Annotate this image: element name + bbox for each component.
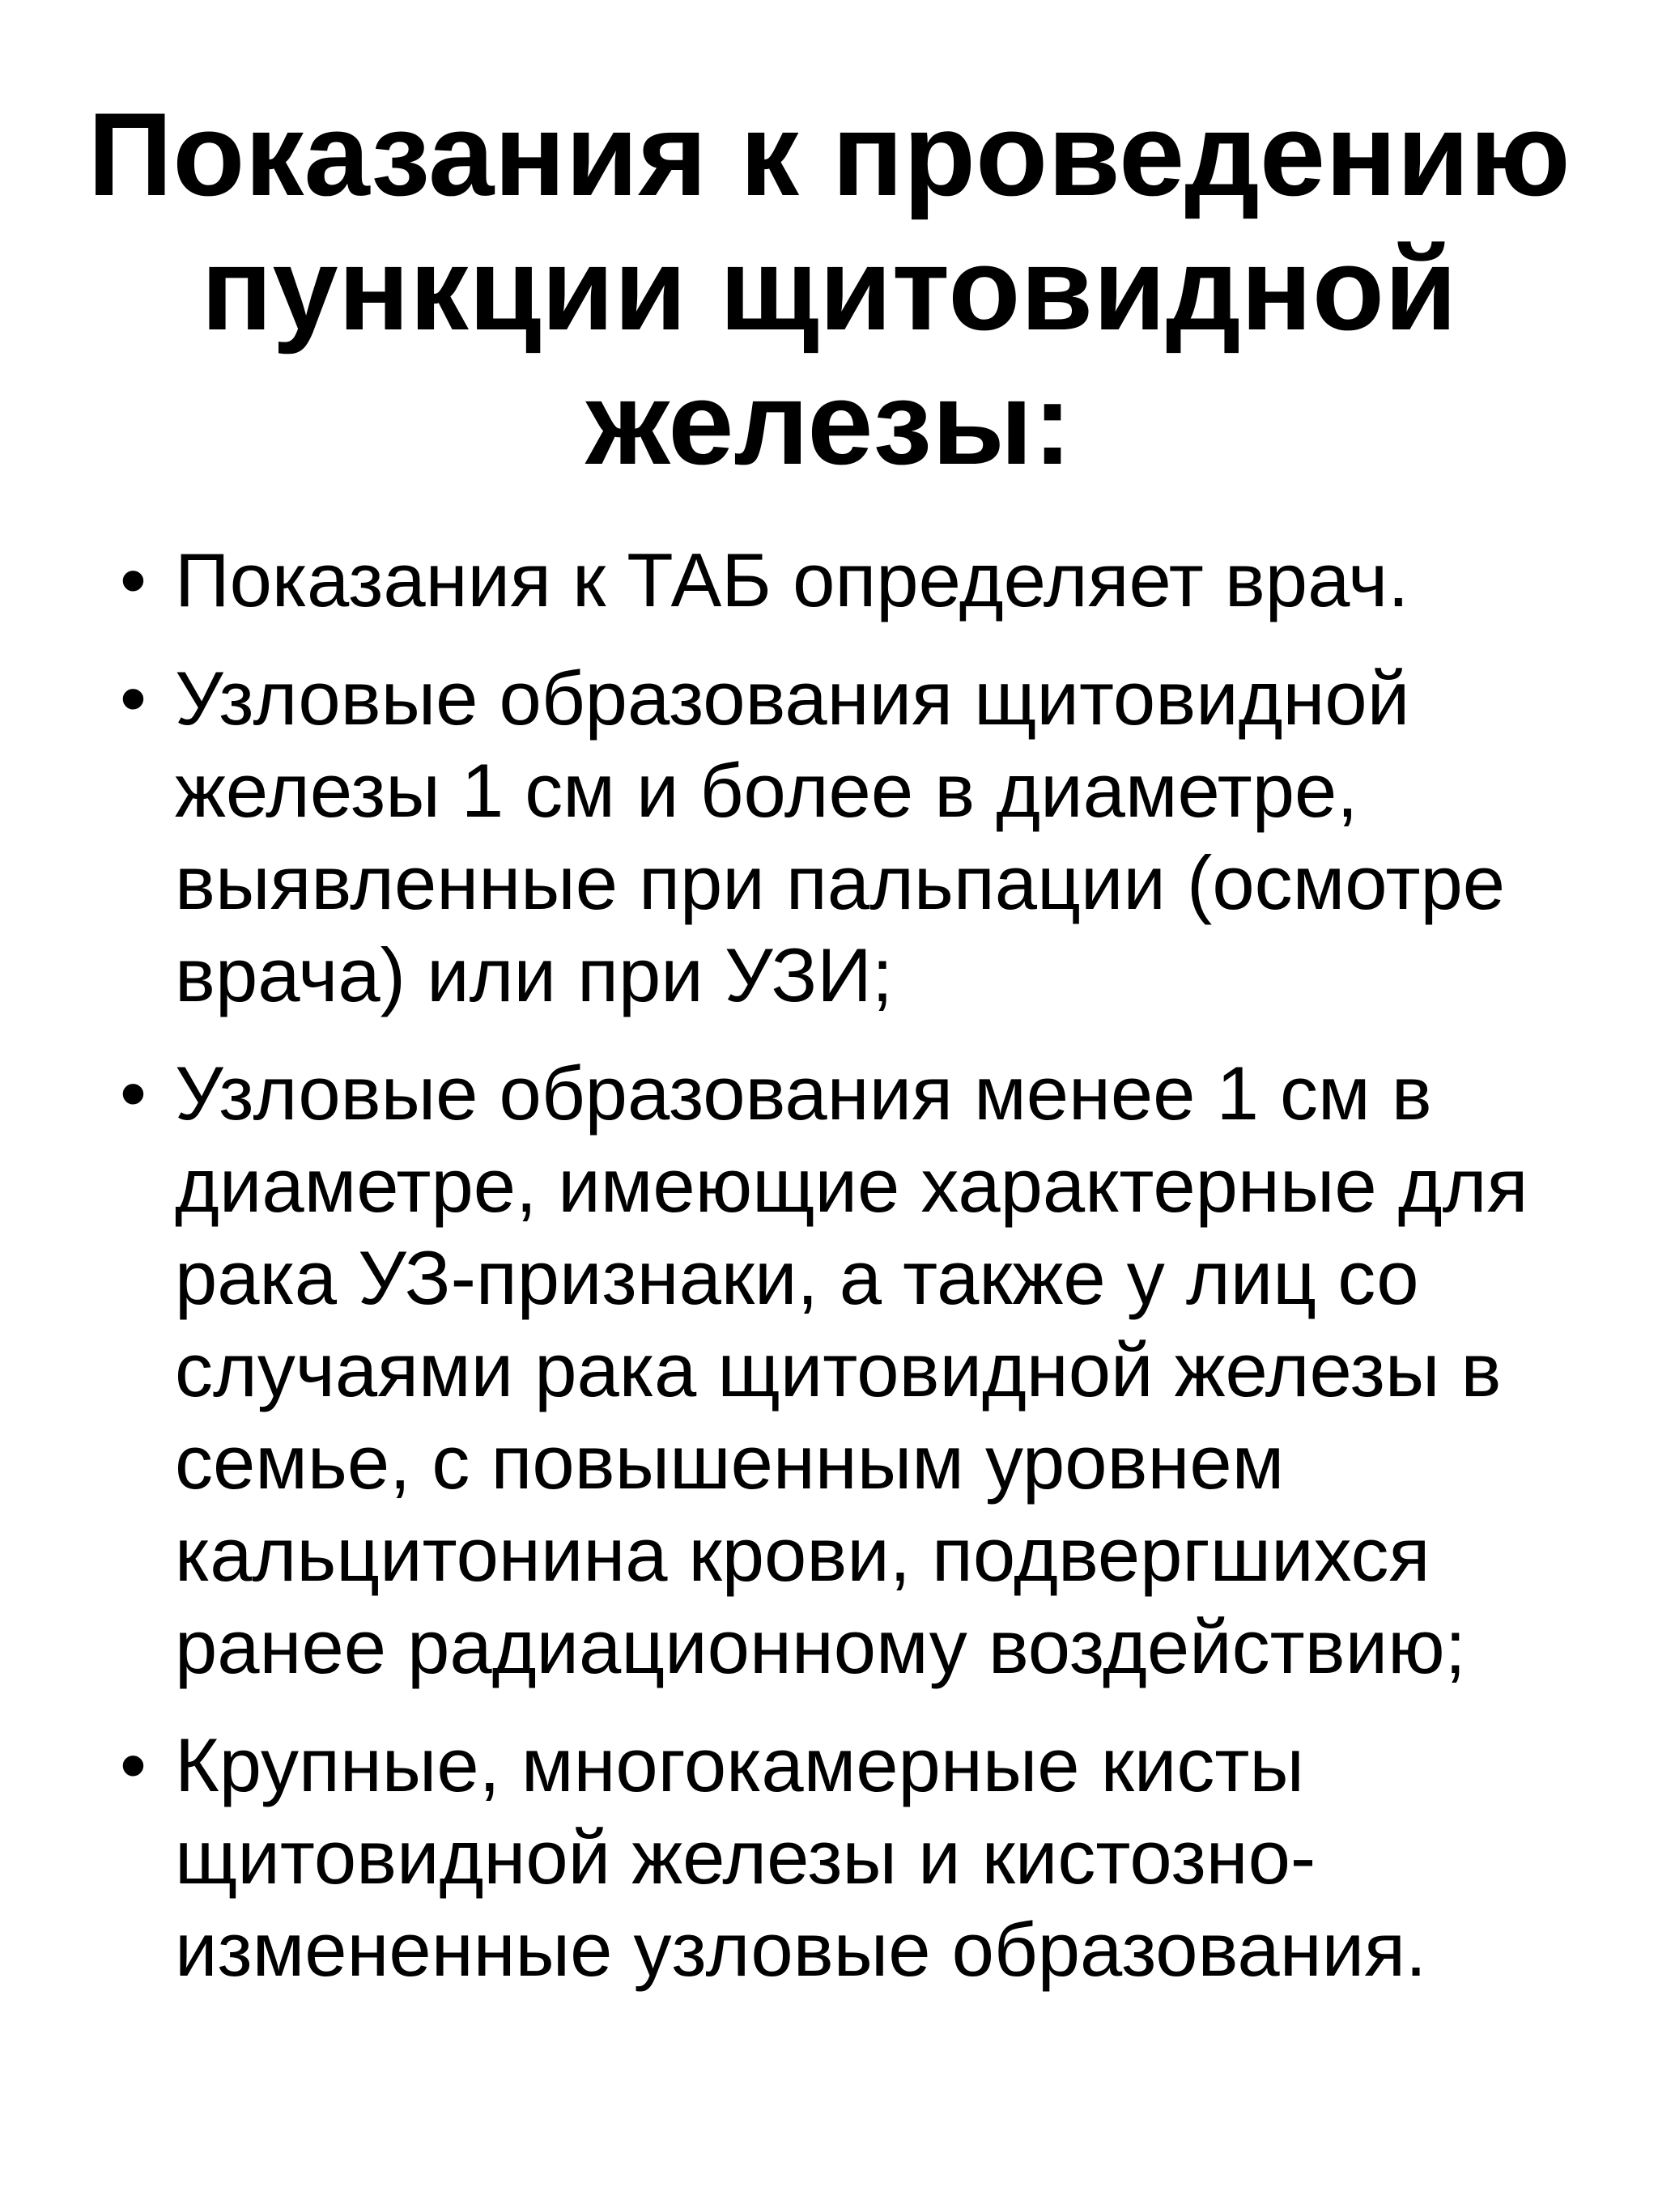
bullet-text-line: врача) или при УЗИ;: [175, 932, 893, 1017]
bullet-text-line: Узловые образования щитовидной: [175, 656, 1410, 741]
bullet-text-line: ранее радиационному воздействию;: [175, 1604, 1466, 1689]
bullet-item: [120, 534, 1642, 626]
bullet-text-line: случаями рака щитовидной железы в: [175, 1327, 1502, 1412]
bullet-text-line: измененные узловые образования.: [175, 1907, 1427, 1992]
bullet-marker: •: [120, 1051, 147, 1136]
bullet-text-line: Показания к ТАБ определяет врач.: [175, 537, 1409, 622]
bullet-text-line: кальцитонина крови, подвергшихся: [175, 1512, 1431, 1597]
bullet-text-line: железы 1 см и более в диаметре,: [175, 748, 1358, 833]
title-line: железы:: [585, 357, 1073, 489]
title-line: пункции щитовидной: [201, 223, 1457, 355]
bullet-text-line: Крупные, многокамерные кисты: [175, 1722, 1304, 1807]
bullet-list: [120, 534, 1642, 2022]
slide-title: [0, 87, 1658, 490]
bullet-marker: •: [120, 1722, 147, 1807]
bullet-item: [120, 652, 1642, 1021]
bullet-text-line: семье, с повышенным уровнем: [175, 1420, 1285, 1505]
bullet-text-line: рака УЗ-признаки, а также у лиц со: [175, 1235, 1419, 1320]
bullet-marker: •: [120, 656, 147, 741]
bullet-item: [120, 1047, 1642, 1693]
bullet-text-line: диаметре, имеющие характерные для: [175, 1143, 1528, 1228]
bullet-text-line: выявленные при пальпации (осмотре: [175, 840, 1506, 925]
title-line: Показания к проведению: [87, 88, 1571, 220]
bullet-marker: •: [120, 537, 147, 622]
bullet-text-line: Узловые образования менее 1 см в: [175, 1051, 1432, 1136]
bullet-item: [120, 1719, 1642, 1996]
bullet-text-line: щитовидной железы и кистозно-: [175, 1815, 1316, 1900]
